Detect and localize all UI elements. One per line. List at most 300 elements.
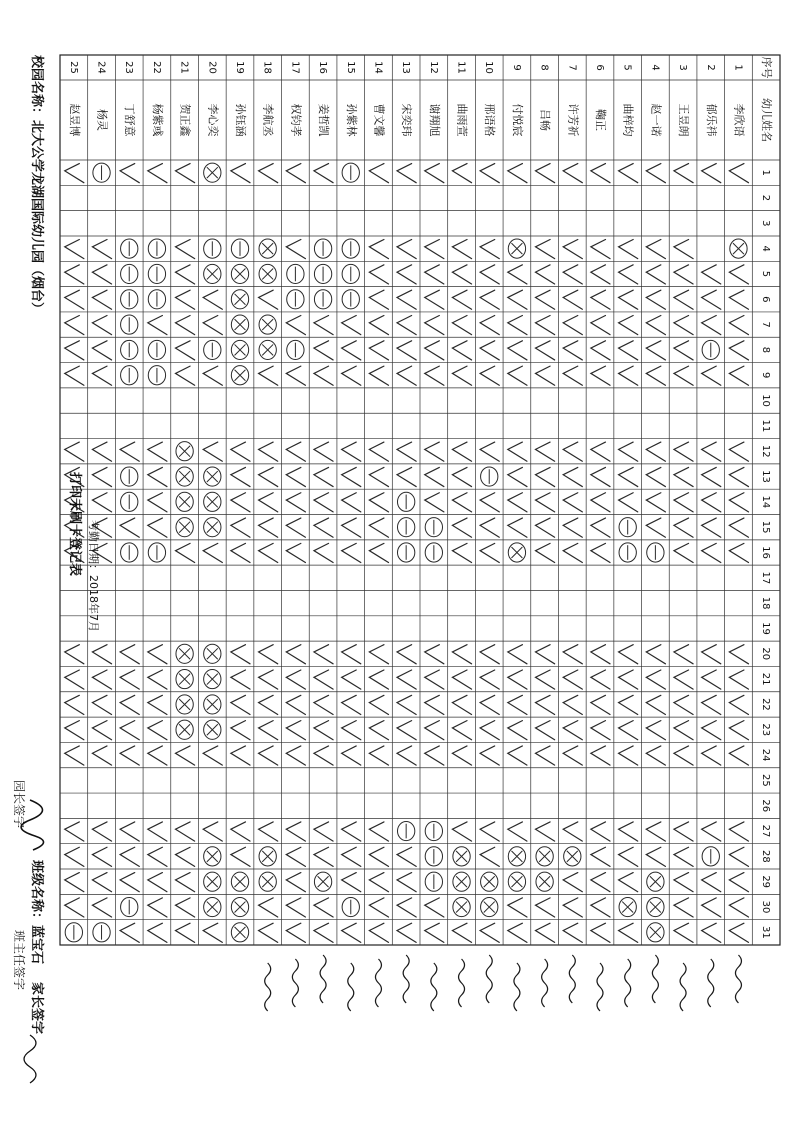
check-mark	[314, 721, 333, 740]
check-mark	[314, 898, 333, 917]
student-name: 杨灵	[95, 109, 109, 131]
student-number: 6	[594, 64, 605, 71]
student-number: 15	[344, 61, 356, 74]
check-mark	[591, 442, 610, 461]
check-mark	[231, 847, 250, 866]
absent-mark	[235, 927, 246, 938]
check-mark	[342, 721, 361, 740]
student-number: 8	[538, 64, 550, 71]
check-mark	[175, 746, 194, 765]
check-mark	[508, 746, 527, 765]
check-mark	[342, 923, 361, 942]
check-mark	[148, 822, 167, 841]
check-mark	[314, 341, 333, 360]
check-mark	[563, 493, 582, 512]
check-mark	[425, 240, 444, 259]
check-mark	[231, 695, 250, 714]
check-mark	[591, 240, 610, 259]
student-number: 2	[704, 64, 716, 71]
check-mark	[369, 341, 388, 360]
check-mark	[65, 721, 84, 740]
check-mark	[148, 467, 167, 486]
check-mark	[674, 746, 693, 765]
absent-mark	[235, 319, 246, 330]
check-mark	[563, 923, 582, 942]
absent-mark	[650, 876, 661, 887]
parent-signature	[459, 959, 465, 1007]
absent-mark	[262, 344, 273, 355]
check-mark	[286, 164, 305, 183]
check-mark	[92, 442, 111, 461]
check-mark	[535, 822, 554, 841]
check-mark	[646, 822, 665, 841]
check-mark	[369, 822, 388, 841]
check-mark	[674, 822, 693, 841]
check-mark	[563, 645, 582, 664]
check-mark	[369, 873, 388, 892]
day-header: 29	[760, 875, 772, 889]
check-mark	[591, 847, 610, 866]
student-name: 郁乐祎	[704, 103, 718, 137]
check-mark	[369, 518, 388, 537]
check-mark	[259, 695, 278, 714]
check-mark	[397, 923, 416, 942]
check-mark	[342, 341, 361, 360]
check-mark	[65, 822, 84, 841]
check-mark	[646, 467, 665, 486]
absent-mark	[207, 167, 218, 178]
check-mark	[508, 493, 527, 512]
check-mark	[425, 164, 444, 183]
absent-mark	[235, 294, 246, 305]
check-mark	[286, 315, 305, 334]
check-mark	[314, 822, 333, 841]
student-number: 17	[289, 61, 301, 74]
check-mark	[92, 290, 111, 309]
school-name: 校园名称：北大公学龙湖国际幼儿园（烟台）	[29, 55, 44, 316]
check-mark	[148, 746, 167, 765]
check-mark	[535, 366, 554, 385]
check-mark	[120, 721, 139, 740]
check-mark	[120, 695, 139, 714]
check-mark	[674, 315, 693, 334]
check-mark	[702, 467, 721, 486]
day-header: 19	[760, 622, 772, 635]
check-mark	[508, 645, 527, 664]
student-name: 权钧孝	[289, 103, 303, 137]
check-mark	[92, 822, 111, 841]
check-mark	[314, 493, 333, 512]
check-mark	[535, 898, 554, 917]
parent-signature	[542, 959, 548, 1007]
check-mark	[535, 923, 554, 942]
student-name: 曹文馨	[372, 103, 386, 137]
absent-mark	[456, 876, 467, 887]
check-mark	[729, 822, 748, 841]
check-mark	[508, 366, 527, 385]
check-mark	[231, 467, 250, 486]
check-mark	[148, 442, 167, 461]
check-mark	[508, 923, 527, 942]
student-name: 王昱朗	[677, 103, 691, 137]
check-mark	[480, 670, 499, 689]
day-header: 14	[760, 495, 772, 509]
check-mark	[259, 645, 278, 664]
absent-mark	[207, 902, 218, 913]
absent-mark	[207, 724, 218, 735]
check-mark	[563, 695, 582, 714]
check-mark	[591, 265, 610, 284]
check-mark	[92, 746, 111, 765]
check-mark	[535, 518, 554, 537]
check-mark	[452, 240, 471, 259]
absent-mark	[484, 902, 495, 913]
student-number: 16	[317, 61, 329, 74]
absent-mark	[179, 674, 190, 685]
check-mark	[480, 265, 499, 284]
check-mark	[563, 290, 582, 309]
check-mark	[259, 493, 278, 512]
check-mark	[508, 822, 527, 841]
header-name: 幼儿姓名	[760, 98, 774, 142]
check-mark	[175, 164, 194, 183]
check-mark	[729, 670, 748, 689]
check-mark	[674, 721, 693, 740]
check-mark	[92, 847, 111, 866]
day-header: 16	[760, 546, 772, 559]
check-mark	[508, 265, 527, 284]
student-number: 5	[621, 64, 633, 71]
absent-mark	[179, 446, 190, 457]
student-number: 24	[95, 61, 107, 74]
check-mark	[259, 898, 278, 917]
check-mark	[175, 543, 194, 562]
check-mark	[591, 341, 610, 360]
check-mark	[563, 265, 582, 284]
day-header: 6	[760, 296, 772, 303]
check-mark	[203, 923, 222, 942]
day-header: 27	[760, 824, 772, 838]
check-mark	[92, 898, 111, 917]
parent-signature	[514, 963, 520, 1011]
check-mark	[480, 847, 499, 866]
check-mark	[65, 265, 84, 284]
check-mark	[425, 341, 444, 360]
check-mark	[452, 822, 471, 841]
check-mark	[369, 721, 388, 740]
check-mark	[286, 695, 305, 714]
check-mark	[286, 543, 305, 562]
check-mark	[92, 695, 111, 714]
parent-signature	[652, 955, 658, 1003]
check-mark	[563, 315, 582, 334]
check-mark	[729, 341, 748, 360]
absent-mark	[235, 370, 246, 381]
check-mark	[702, 721, 721, 740]
check-mark	[480, 923, 499, 942]
parent-signature	[735, 955, 741, 1003]
check-mark	[342, 493, 361, 512]
check-mark	[175, 822, 194, 841]
check-mark	[175, 898, 194, 917]
check-mark	[259, 543, 278, 562]
check-mark	[508, 518, 527, 537]
check-mark	[259, 467, 278, 486]
check-mark	[591, 695, 610, 714]
check-mark	[65, 341, 84, 360]
check-mark	[702, 746, 721, 765]
check-mark	[563, 721, 582, 740]
check-mark	[729, 315, 748, 334]
absent-mark	[235, 268, 246, 279]
check-mark	[175, 923, 194, 942]
check-mark	[92, 493, 111, 512]
absent-mark	[539, 851, 550, 862]
check-mark	[397, 670, 416, 689]
check-mark	[65, 366, 84, 385]
absent-mark	[235, 876, 246, 887]
day-header: 8	[760, 346, 772, 354]
parent-signature	[403, 955, 409, 1003]
check-mark	[259, 442, 278, 461]
day-header: 28	[760, 850, 772, 863]
check-mark	[148, 164, 167, 183]
student-number: 14	[372, 61, 384, 74]
absent-mark	[207, 876, 218, 887]
header-seq: 序号	[760, 56, 774, 79]
check-mark	[65, 645, 84, 664]
student-name: 吕畅	[538, 109, 552, 131]
check-mark	[314, 442, 333, 461]
check-mark	[646, 366, 665, 385]
check-mark	[259, 822, 278, 841]
check-mark	[619, 746, 638, 765]
check-mark	[480, 493, 499, 512]
check-mark	[591, 543, 610, 562]
check-mark	[342, 822, 361, 841]
check-mark	[231, 645, 250, 664]
parent-signature	[265, 963, 271, 1011]
check-mark	[619, 265, 638, 284]
check-mark	[674, 341, 693, 360]
check-mark	[508, 315, 527, 334]
check-mark	[452, 670, 471, 689]
student-number: 13	[400, 61, 412, 74]
check-mark	[646, 746, 665, 765]
check-mark	[452, 265, 471, 284]
check-mark	[92, 240, 111, 259]
check-mark	[286, 873, 305, 892]
absent-mark	[262, 243, 273, 254]
check-mark	[674, 164, 693, 183]
check-mark	[175, 847, 194, 866]
absent-mark	[262, 268, 273, 279]
student-number: 10	[483, 61, 495, 74]
check-mark	[452, 695, 471, 714]
check-mark	[563, 873, 582, 892]
check-mark	[286, 822, 305, 841]
check-mark	[452, 746, 471, 765]
check-mark	[314, 164, 333, 183]
check-mark	[619, 164, 638, 183]
check-mark	[425, 493, 444, 512]
student-number: 19	[234, 61, 245, 74]
check-mark	[259, 746, 278, 765]
check-mark	[535, 645, 554, 664]
absent-mark	[733, 243, 744, 254]
student-number: 23	[123, 61, 135, 74]
check-mark	[425, 265, 444, 284]
check-mark	[535, 670, 554, 689]
day-header: 9	[760, 372, 772, 379]
check-mark	[397, 164, 416, 183]
check-mark	[729, 366, 748, 385]
check-mark	[231, 518, 250, 537]
check-mark	[397, 240, 416, 259]
student-name: 鞠正	[594, 109, 607, 131]
day-header: 12	[760, 444, 772, 458]
check-mark	[646, 442, 665, 461]
check-mark	[65, 695, 84, 714]
class-name: 班级名称：蓝宝石	[29, 860, 44, 965]
day-header: 26	[760, 799, 772, 813]
student-number: 3	[677, 64, 689, 71]
student-name: 丁舒意	[123, 103, 137, 137]
parent-signature	[708, 959, 714, 1007]
check-mark	[452, 467, 471, 486]
student-name: 付悦宸	[510, 103, 524, 137]
check-mark	[148, 493, 167, 512]
check-mark	[452, 290, 471, 309]
check-mark	[619, 873, 638, 892]
check-mark	[674, 493, 693, 512]
check-mark	[535, 240, 554, 259]
check-mark	[702, 695, 721, 714]
check-mark	[397, 847, 416, 866]
check-mark	[286, 645, 305, 664]
check-mark	[591, 822, 610, 841]
check-mark	[369, 240, 388, 259]
check-mark	[702, 543, 721, 562]
check-mark	[148, 315, 167, 334]
check-mark	[619, 467, 638, 486]
check-mark	[452, 341, 471, 360]
check-mark	[591, 164, 610, 183]
day-header: 24	[760, 748, 772, 762]
check-mark	[508, 341, 527, 360]
check-mark	[646, 265, 665, 284]
check-mark	[480, 695, 499, 714]
check-mark	[148, 645, 167, 664]
check-mark	[702, 290, 721, 309]
absent-mark	[622, 902, 633, 913]
check-mark	[425, 721, 444, 740]
check-mark	[65, 746, 84, 765]
check-mark	[231, 543, 250, 562]
check-mark	[508, 695, 527, 714]
check-mark	[259, 670, 278, 689]
check-mark	[452, 543, 471, 562]
check-mark	[674, 290, 693, 309]
check-mark	[702, 493, 721, 512]
absent-mark	[179, 522, 190, 533]
check-mark	[619, 923, 638, 942]
day-header: 20	[760, 647, 772, 661]
check-mark	[231, 670, 250, 689]
day-header: 2	[760, 194, 772, 202]
check-mark	[175, 265, 194, 284]
check-mark	[92, 721, 111, 740]
check-mark	[535, 543, 554, 562]
check-mark	[563, 442, 582, 461]
check-mark	[314, 695, 333, 714]
check-mark	[729, 695, 748, 714]
check-mark	[286, 847, 305, 866]
check-mark	[369, 366, 388, 385]
check-mark	[397, 265, 416, 284]
day-header: 10	[760, 394, 772, 407]
student-name: 孙钰涵	[234, 103, 247, 137]
check-mark	[729, 493, 748, 512]
parent-signature	[320, 955, 326, 1003]
check-mark	[591, 670, 610, 689]
check-mark	[480, 645, 499, 664]
check-mark	[480, 315, 499, 334]
check-mark	[702, 265, 721, 284]
check-mark	[535, 442, 554, 461]
absent-mark	[207, 522, 218, 533]
check-mark	[646, 847, 665, 866]
check-mark	[702, 822, 721, 841]
teacher-signature	[24, 1035, 36, 1083]
absent-mark	[511, 876, 522, 887]
absent-mark	[511, 243, 522, 254]
check-mark	[369, 493, 388, 512]
absent-mark	[484, 876, 495, 887]
parent-signature	[375, 959, 381, 1007]
student-name: 李航丞	[261, 103, 275, 137]
check-mark	[259, 290, 278, 309]
check-mark	[175, 873, 194, 892]
check-mark	[591, 746, 610, 765]
check-mark	[591, 923, 610, 942]
day-header: 13	[760, 470, 772, 483]
check-mark	[619, 366, 638, 385]
check-mark	[286, 493, 305, 512]
check-mark	[286, 518, 305, 537]
day-header: 5	[760, 270, 772, 278]
check-mark	[452, 442, 471, 461]
check-mark	[646, 695, 665, 714]
check-mark	[65, 847, 84, 866]
check-mark	[120, 645, 139, 664]
check-mark	[480, 746, 499, 765]
check-mark	[425, 923, 444, 942]
check-mark	[591, 467, 610, 486]
day-header: 4	[760, 245, 772, 252]
check-mark	[729, 442, 748, 461]
check-mark	[702, 923, 721, 942]
student-number: 12	[427, 61, 439, 74]
check-mark	[314, 923, 333, 942]
check-mark	[397, 645, 416, 664]
student-number: 20	[206, 61, 218, 74]
check-mark	[480, 543, 499, 562]
check-mark	[646, 164, 665, 183]
check-mark	[314, 467, 333, 486]
check-mark	[397, 366, 416, 385]
check-mark	[65, 898, 84, 917]
